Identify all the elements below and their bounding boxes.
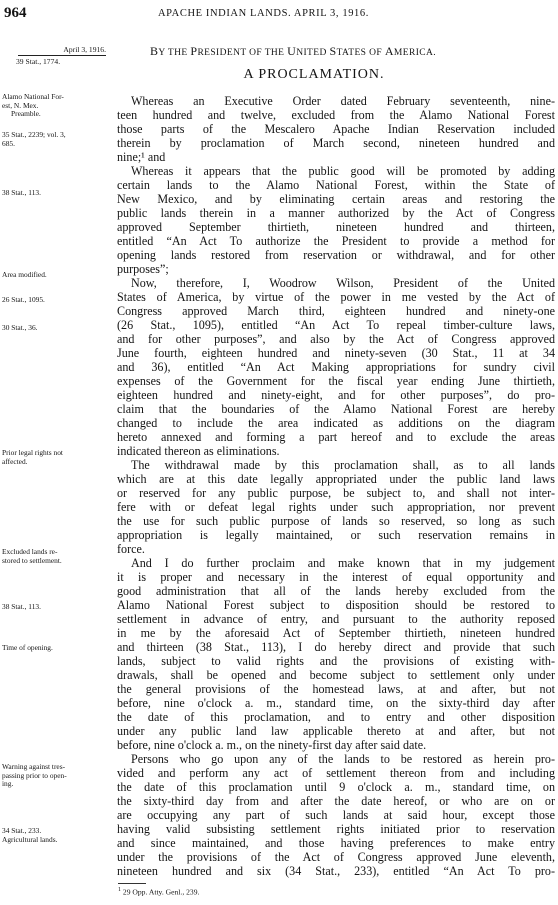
margin-note: 38 Stat., 113. — [2, 188, 41, 197]
running-head: APACHE INDIAN LANDS. APRIL 3, 1916. — [158, 8, 369, 19]
body-line: and 36), entitled “An Act Making appropriations for sundry civil — [117, 360, 555, 374]
body-line: Congress approved March third, eighteen hundred and ninety-one — [117, 304, 555, 318]
body-line: Whereas it appears that the public good will be promoted by adding — [131, 164, 555, 178]
margin-note: Prior legal rights not affected. — [2, 448, 63, 466]
body-line: nineteen hundred and six (34 Stat., 233), entitled “An Act To pro- — [117, 864, 555, 878]
body-line: fere with or defeat legal rights under such appropriation, nor prevent — [117, 500, 555, 514]
footnote — [118, 887, 199, 897]
body-line: Persons who go upon any of the lands to be restored as herein pro- — [131, 752, 555, 766]
body-line: New Mexico, and by eliminating certain areas and restoring the — [117, 192, 555, 206]
body-line: June fourth, eighteen hundred and ninety-seven (30 Stat., 11 at 34 — [117, 346, 555, 360]
body-line: purposes”; — [117, 262, 169, 276]
body-line: having valid subsisting settlement rights initiated prior to reservation — [117, 822, 555, 836]
body-line: hereto annexed and forming a part hereof and to exclude the areas — [117, 430, 555, 444]
body-line: the general provisions of the homestead laws, at and after, but not — [117, 682, 555, 696]
body-line: certain lands to the Alamo National Forest, within the State of — [117, 178, 555, 192]
body-line: Now, therefore, I, Woodrow Wilson, President of the United — [131, 276, 555, 290]
body-line: therein by proclamation of March second, nineteen hundred and — [117, 136, 555, 150]
body-line: or reserved for any public purpose, be subject to, and shall not inter- — [117, 486, 555, 500]
body-line: which are at this date legally appropriated under the public land laws — [117, 472, 555, 486]
body-line: indicated thereon as eliminations. — [117, 444, 280, 458]
date-divider — [18, 55, 106, 56]
body-line: appropriation is legally maintained, or such reservation remains in — [117, 528, 555, 542]
body-line: eighteen hundred and ninety-eight, and for other purposes”, do pro- — [117, 388, 555, 402]
body-line: in me by the aforesaid Act of September thirtieth, nineteen hundred — [117, 626, 555, 640]
body-line: before, nine o'clock a. m., standard time, on the sixty-third day after — [117, 696, 555, 710]
margin-note: Time of opening. — [2, 643, 53, 652]
body-line: and for other purposes”, and also by the Act of Congress approved — [117, 332, 555, 346]
body-line: the use for such public purpose of lands so reserved, so long as such — [117, 514, 555, 528]
margin-note: 34 Stat., 233. Agricultural lands. — [2, 826, 58, 844]
byline: BY THE PRESIDENT OF THE UNITED STATES OF AMERICA. — [150, 44, 437, 58]
body-line: changed to include the area indicated as additions on the diagram — [117, 416, 555, 430]
body-line: public lands therein in a manner authorized by the Act of Congress — [117, 206, 555, 220]
statute-citation: 39 Stat., 1774. — [16, 57, 61, 66]
body-line: under the provisions of the Act of Congress approved June eleventh, — [117, 850, 555, 864]
body-line: And I do further proclaim and make known that in my judgement — [131, 556, 555, 570]
body-line: entitled “An Act To authorize the President to provide a method for — [117, 234, 555, 248]
body-line: expenses of the Government for the fiscal year ending June thirtieth, — [117, 374, 555, 388]
body-line: the date of this proclamation until 9 o'clock a. m., standard time, on — [117, 780, 555, 794]
body-line: it is proper and necessary in the interest of equal opportunity and — [117, 570, 555, 584]
body-line: approved September thirtieth, nineteen hundred and thirteen, — [117, 220, 555, 234]
body-line: (26 Stat., 1095), entitled “An Act To repeal timber-culture laws, — [117, 318, 555, 332]
body-line: Whereas an Executive Order dated February seventeenth, nine- — [131, 94, 555, 108]
body-line: settlement in advance of entry, and pursuant to the authority reposed — [117, 612, 555, 626]
footnote-mark: 1 — [118, 887, 121, 893]
body-line: those parts of the Mescalero Apache Indian Reservation included — [117, 122, 555, 136]
page-number: 964 — [4, 5, 27, 21]
body-line: are occupying any part of such lands at said hour, except those — [117, 808, 555, 822]
body-line: force. — [117, 542, 145, 556]
footnote-divider — [118, 883, 146, 884]
footnote-text: 29 Opp. Atty. Genl., 239. — [122, 887, 200, 897]
margin-note: 30 Stat., 36. — [2, 323, 38, 332]
margin-note: 35 Stat., 2239; vol. 3, 685. — [2, 130, 66, 148]
body-line: States of America, by virtue of the power in me vested by the Act of — [117, 290, 555, 304]
margin-note: 38 Stat., 113. — [2, 602, 41, 611]
body-line: Alamo National Forest subject to disposition should be restored to — [117, 598, 555, 612]
margin-note: Area modified. — [2, 270, 47, 279]
body-line: drawals, shall be opened and become subject to settlement only under — [117, 668, 555, 682]
body-line: teen hundred and twelve, excluded from the Alamo National Forest — [117, 108, 555, 122]
body-line: lands, subject to valid rights and the provisions of existing with- — [117, 654, 555, 668]
body-line: The withdrawal made by this proclamation shall, as to all lands — [131, 458, 555, 472]
body-line: the date of this proclamation, and to entry and other disposition — [117, 710, 555, 724]
body-line: vided and perform any act of settlement thereon from and including — [117, 766, 555, 780]
margin-note: Excluded lands re- stored to settlement. — [2, 547, 62, 565]
body-line: before, nine o'clock a. m., on the ninety-first day after said date. — [117, 738, 427, 752]
margin-note: Warning against tres- passing prior to open- ing. — [2, 762, 67, 788]
body-line: good administration that all of the lands hereby excluded from the — [117, 584, 555, 598]
proclamation-date: April 3, 1916. — [63, 45, 106, 54]
body-line: opening lands restored from reservation or withdrawal, and for other — [117, 248, 555, 262]
body-line: claim that the boundaries of the Alamo National Forest are hereby — [117, 402, 555, 416]
date-margin-note — [0, 45, 106, 66]
margin-note: Alamo National For- est, N. Mex. Preamble. — [2, 92, 64, 118]
margin-note: 26 Stat., 1095. — [2, 295, 45, 304]
body-line: under any public land law applicable thereto at and after, but not — [117, 724, 555, 738]
proclamation-heading: A PROCLAMATION. — [243, 67, 385, 82]
body-line: and thirteen (38 Stat., 113), I do hereby direct and provide that such — [117, 640, 555, 654]
body-line: and since maintained, and those having preferences to make entry — [117, 836, 555, 850]
body-line: nine;¹ and — [117, 150, 166, 164]
body-line: the sixty-third day from and after the date hereof, or who are on or — [117, 794, 555, 808]
